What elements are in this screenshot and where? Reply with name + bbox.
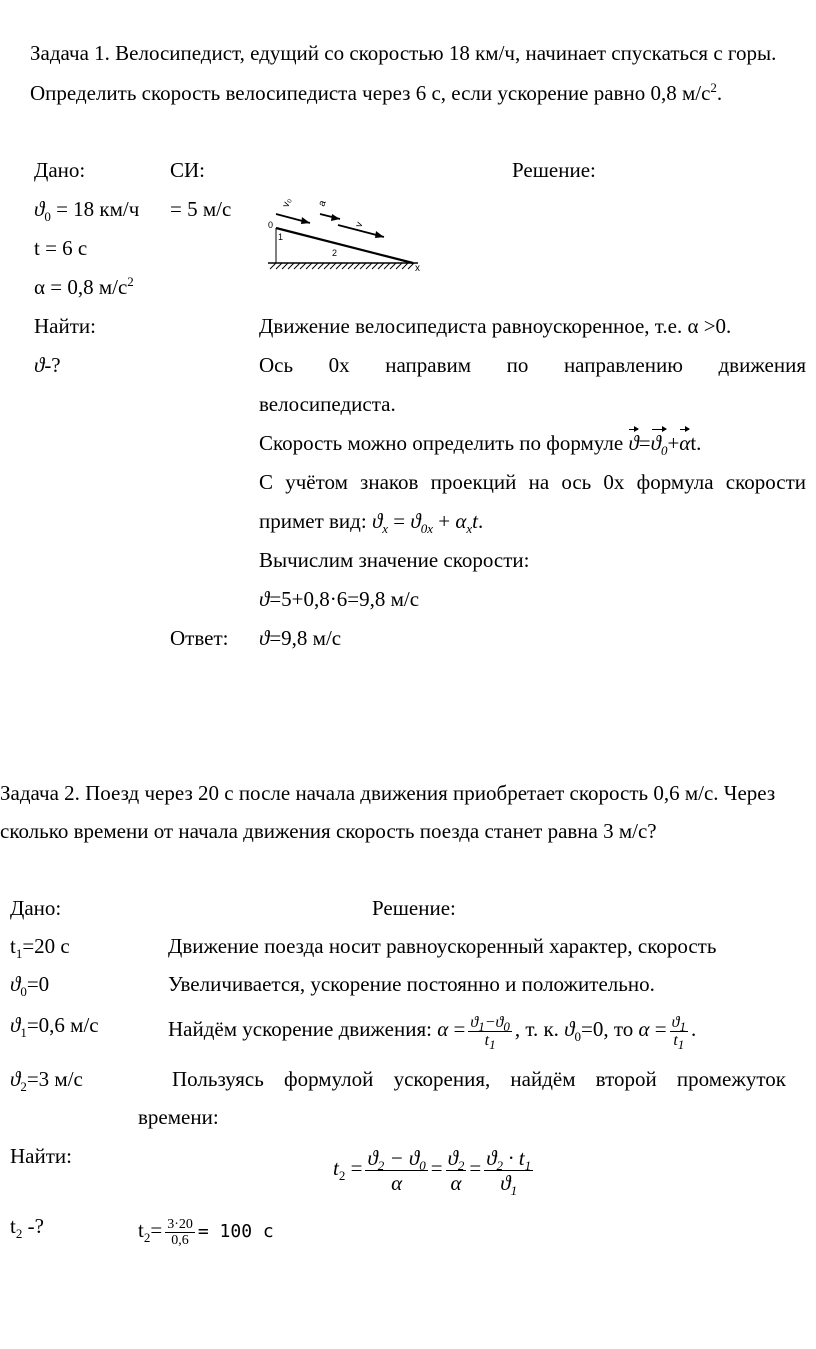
task1-statement-line1: Задача 1. Велосипедист, едущий со скоростью 18 км/ч, начинает спускаться с горы. xyxy=(30,41,777,65)
task1-solution-line7: Вычислим значение скорости: xyxy=(259,548,530,572)
incline-diagram xyxy=(258,190,428,280)
task2-given-t1: $t_1=20$ с xyxy=(10,934,70,962)
task1-si-label: СИ: xyxy=(170,158,206,182)
diagram-point1-label: 1 xyxy=(278,232,284,242)
task1-answer-label: Ответ: xyxy=(170,626,229,650)
task1-solution-label: Решение: xyxy=(512,158,596,182)
task1-solution-line5: С учётом знаков проекций на ось 0х формула скорости xyxy=(259,470,806,494)
task1-solution-line2: Ось 0х направим по направлению движения xyxy=(259,353,806,377)
task2-solution-line4: Пользуясь формулой ускорения, найдём второй промежуток xyxy=(172,1067,786,1091)
task2-statement-line2: сколько времени от начала движения скорость поезда станет равна 3 м/с? xyxy=(0,819,657,843)
diagram-v0-label: v₀ xyxy=(280,196,294,210)
task1-given-a: α = 0,8 $м/с^2$ xyxy=(34,274,134,299)
task2-solution-label: Решение: xyxy=(372,896,456,920)
task1-find-label: Найти: xyxy=(34,314,96,338)
task2-given-label: Дано: xyxy=(10,896,62,920)
task1-given-t: t = 6 с xyxy=(34,236,88,260)
diagram-a-label: a xyxy=(316,199,329,209)
task2-calc: $t_2=$ $\frac{3\cdot 20}{0,6}$ = 100 с xyxy=(138,1216,274,1248)
task1-si-v0: = 5 м/с xyxy=(170,197,232,221)
task1-solution-line3: велосипедиста. xyxy=(259,392,396,416)
task2-solution-accel: Найдём ускорение движения: α = $\frac{ϑ_1-ϑ_0}{t_1}$ , т. к. $ϑ_0=0$, то α = $\frac{ϑ_1}{t_1}$ . xyxy=(168,1013,697,1052)
task1-statement-line2: Определить скорость велосипедиста через 6 с, если ускорение равно 0,8 $м/с^2$. xyxy=(30,80,723,105)
task1-given-label: Дано: xyxy=(34,158,86,182)
diagram-v-label: v xyxy=(353,220,366,230)
task1-solution-line6: примет вид: $ϑ_x = ϑ_{0x} + \alpha_xt$. xyxy=(259,509,484,537)
task2-statement-line1: Задача 2. Поезд через 20 с после начала движения приобретает скорость 0,6 м/с. Через xyxy=(0,781,776,805)
task1-solution-line1: Движение велосипедиста равноускоренное, т.е. α >0. xyxy=(259,314,732,338)
diagram-ground-hatch xyxy=(270,263,414,269)
task1-solution-formula: Скорость можно определить по формуле $ϑ=ϑ_0+\alpha t$. xyxy=(259,431,702,459)
task2-given-v0: $ϑ_0=0$ xyxy=(10,972,50,1000)
diagram-origin-label: 0 xyxy=(268,220,274,230)
task1-find: ϑ-? xyxy=(34,353,61,377)
task1-answer: ϑ=9,8 м/с xyxy=(259,626,342,650)
task2-solution-line1: Движение поезда носит равноускоренный характер, скорость xyxy=(168,934,717,958)
task1-solution-calc: ϑ=5+0,8·6=9,8 м/с xyxy=(259,587,420,611)
task2-formula-t2: $t_2$ = $\frac{ϑ_2 - ϑ_0}{\alpha}$ = $\frac{ϑ_2}{\alpha}$ = $\frac{ϑ_2 \cdot t_1}{ϑ_1}$ xyxy=(333,1145,532,1198)
diagram-axis-label: x xyxy=(415,263,420,274)
task2-solution-line2: Увеличивается, ускорение постоянно и положительно. xyxy=(168,972,655,996)
task2-solution-line5: времени: xyxy=(138,1105,219,1129)
diagram-point2-label: 2 xyxy=(332,248,338,258)
diagram-incline xyxy=(276,228,413,263)
task1-given-v0: $ϑ_0 = 18$ км/ч xyxy=(34,197,140,225)
task2-find: $t_2$ -? xyxy=(10,1214,44,1242)
task2-given-v2: $ϑ_2=3$ м/с xyxy=(10,1067,83,1095)
task2-given-v1: $ϑ_1=0,6$ м/с xyxy=(10,1013,99,1041)
task2-find-label: Найти: xyxy=(10,1144,72,1168)
